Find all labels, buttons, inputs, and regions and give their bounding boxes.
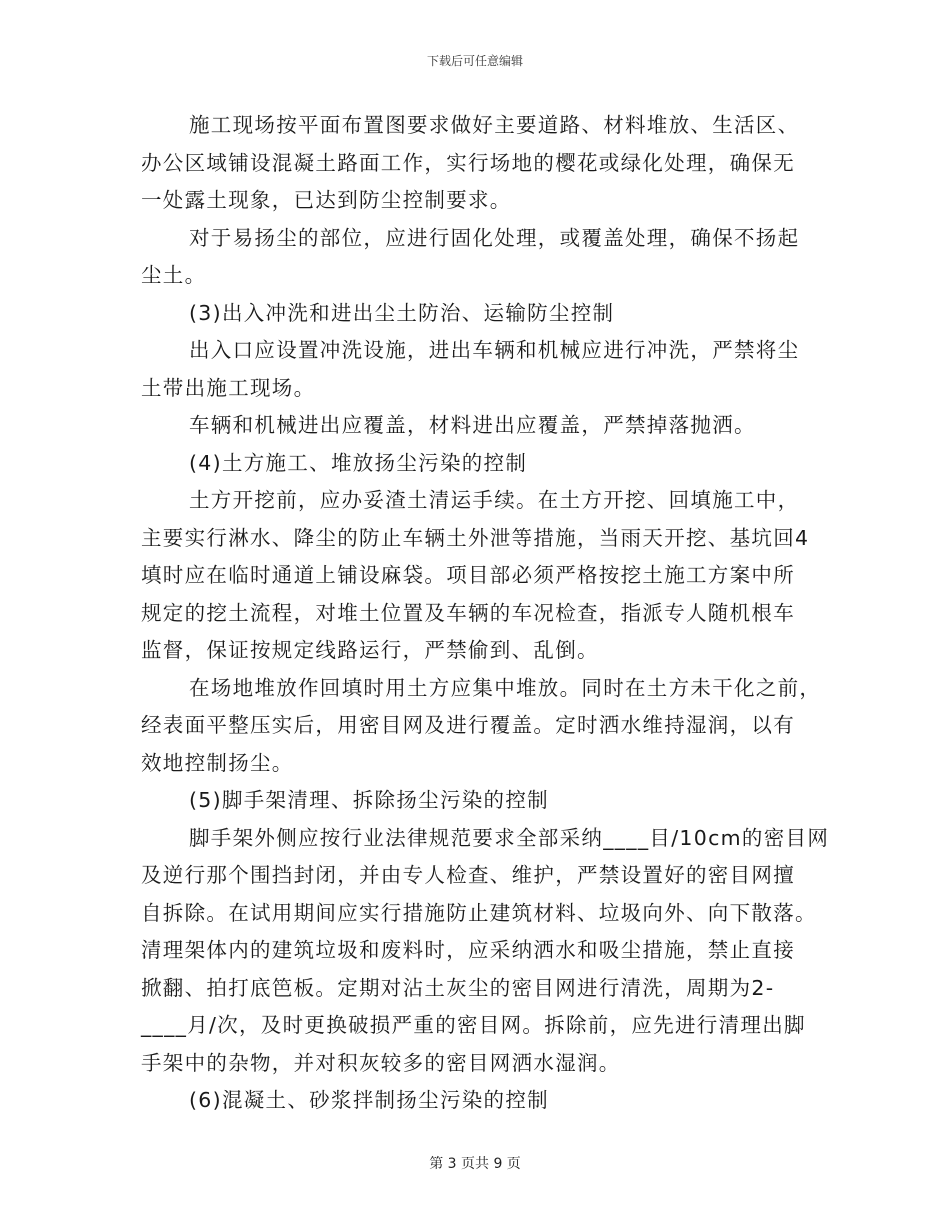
page-number: 第 3 页共 9 页 [429,1156,521,1172]
text-line: 规定的挖土流程，对堆土位置及车辆的车况检查，指派专人随机根车 [141,600,795,625]
text-line: 尘土。 [141,263,207,287]
text-line: 自拆除。在试用期间应实行措施防止建筑材料、垃圾向外、向下散落。 [141,900,817,925]
text-line: 土方开挖前，应办妥渣土清运手续。在土方开挖、回填施工中， [189,488,800,512]
text-line: 脚手架外侧应按行业法律规范要求全部采纳____目/10cm的密目网 [189,825,830,850]
document-body [141,107,830,1120]
text-line: 及逆行那个围挡封闭，并由专人检查、维护，严禁设置好的密目网擅 [141,863,795,887]
text-line: 效地控制扬尘。 [141,750,294,775]
text-line: (5)脚手架清理、拆除扬尘污染的控制 [189,788,549,812]
text-line: 手架中的杂物，并对积灰较多的密目网洒水湿润。 [141,1050,621,1075]
text-line: (4)土方施工、堆放扬尘污染的控制 [189,450,528,475]
page-header: 下载后可任意编辑 [426,54,523,68]
text-line: 施工现场按平面布置图要求做好主要道路、材料堆放、生活区、 [189,113,800,137]
text-line: 车辆和机械进出应覆盖，材料进出应覆盖，严禁掉落抛洒。 [189,413,756,437]
text-line: 一处露土现象，已达到防尘控制要求。 [141,188,512,212]
text-line: 主要实行淋水、降尘的防止车辆土外泄等措施，当雨天开挖、基坑回4 [141,525,810,550]
text-line: 清理架体内的建筑垃圾和废料时，应采纳洒水和吸尘措施，禁止直接 [141,938,795,962]
text-line: 填时应在临时通道上铺设麻袋。项目部必须严格按挖土施工方案中所 [141,563,795,587]
text-line: 出入口应设置冲洗设施，进出车辆和机械应进行冲洗，严禁将尘 [189,338,800,362]
text-line: 在场地堆放作回填时用土方应集中堆放。同时在土方未干化之前， [189,675,822,700]
text-line: 对于易扬尘的部位，应进行固化处理，或覆盖处理，确保不扬起 [189,225,800,250]
text-line: 办公区域铺设混凝土路面工作，实行场地的樱花或绿化处理，确保无 [141,150,795,175]
text-line: ____月/次，及时更换破损严重的密目网。拆除前，应先进行清理出脚 [141,1013,806,1037]
text-line: (3)出入冲洗和进出尘土防治、运输防尘控制 [189,300,615,325]
text-line: 土带出施工现场。 [141,375,316,400]
text-line: (6)混凝土、砂浆拌制扬尘污染的控制 [189,1088,549,1112]
text-line: 经表面平整压实后，用密目网及进行覆盖。定时洒水维持湿润，以有 [141,713,795,737]
text-line: 监督，保证按规定线路运行，严禁偷到、乱倒。 [141,638,599,662]
text-line: 掀翻、拍打底笆板。定期对沾土灰尘的密目网进行清洗，周期为2- [141,975,775,1000]
